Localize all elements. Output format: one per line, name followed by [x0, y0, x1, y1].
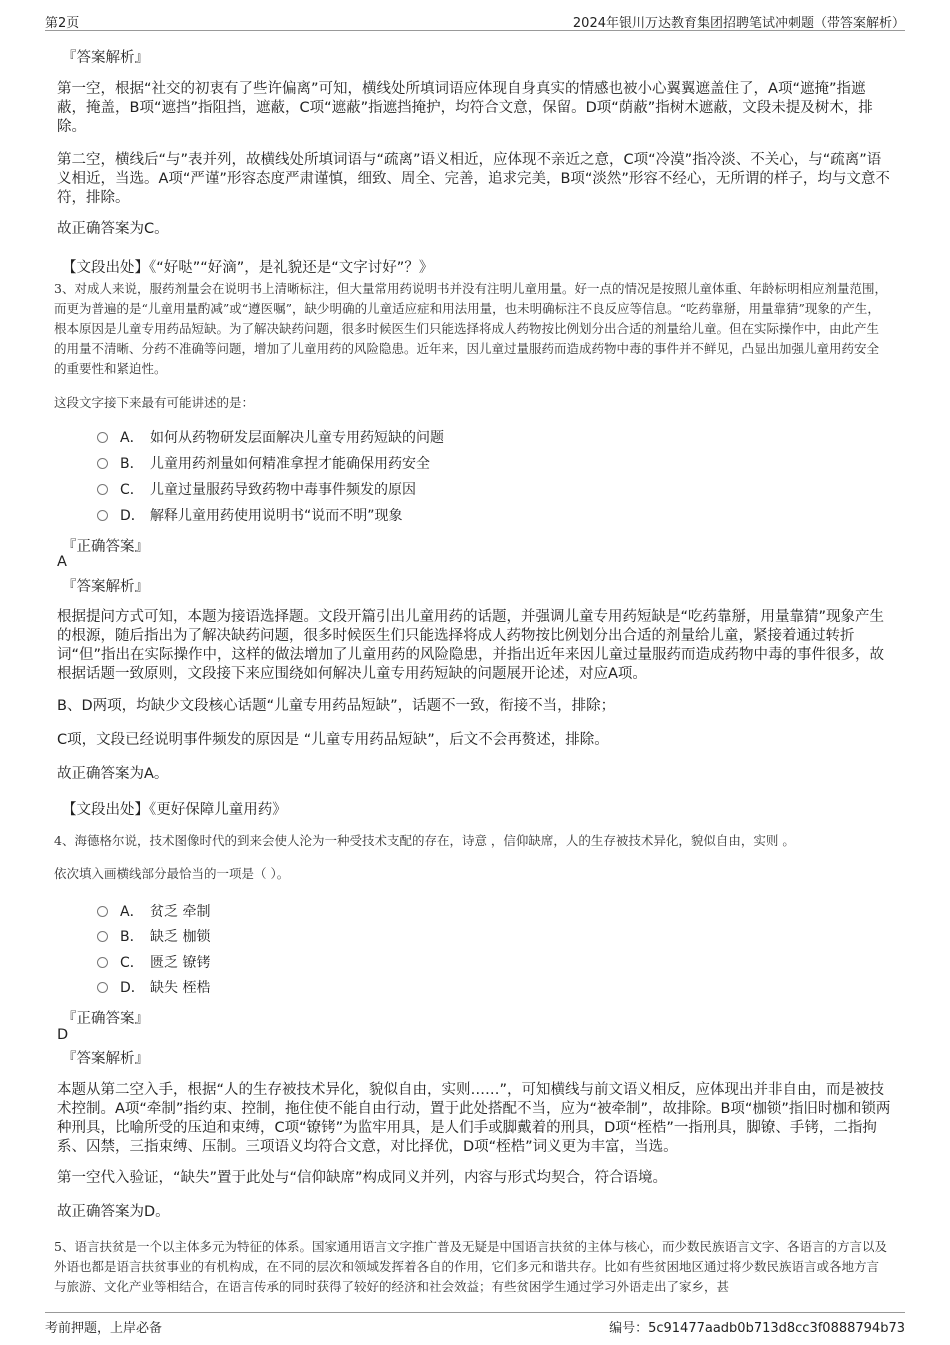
- option-letter: C．: [120, 482, 144, 498]
- option-letter: D．: [120, 508, 145, 524]
- q3-analysis-paragraph: 根据提问方式可知，本题为接语选择题。文段开篇引出儿童用药的话题，并强调儿童专用药短缺是“吃药靠掰，用量靠猜”现象产生的根源，随后指出为了解决缺药问题，很多时候医生们只能选择将成人药物按比例划分出合适的剂量给儿童，紧接着通过转折词“但”指出在实际操作中，这样的做法增加了儿童用药的风险隐患，并指出近年来因儿童过量服药而造成药物中毒的事件很多，故根据话题一致原则，文段接下来应围绕如何解决儿童专用药短缺的问题展开论述，对应A项。: [57, 609, 885, 682]
- option-letter: B．: [120, 929, 144, 945]
- option-letter: C．: [120, 955, 144, 971]
- option-text: 儿童过量服药导致药物中毒事件频发的原因: [150, 482, 416, 498]
- radio-icon[interactable]: [97, 906, 108, 917]
- analysis-label: 『答案解析』: [62, 1051, 149, 1067]
- option-letter: B．: [120, 456, 144, 472]
- correct-answer-label: 『正确答案』: [62, 539, 149, 555]
- page-header: [45, 8, 905, 31]
- q3-option-b[interactable]: [97, 453, 430, 473]
- q2-conclusion: 故正确答案为C。: [57, 221, 169, 237]
- option-text: 如何从药物研发层面解决儿童专用药短缺的问题: [150, 430, 444, 446]
- q3-conclusion: 故正确答案为A。: [57, 766, 169, 782]
- option-text: 儿童用药剂量如何精准拿捏才能确保用药安全: [150, 456, 430, 472]
- q4-option-d[interactable]: [97, 977, 210, 997]
- q3-option-a[interactable]: [97, 427, 444, 447]
- q4-prompt: 依次填入画横线部分最恰当的一项是（ ）。: [54, 866, 290, 881]
- footer-slogan: 考前押题，上岸必备: [45, 1321, 163, 1336]
- option-text: 匮乏 镣铐: [150, 955, 211, 971]
- correct-answer-label: 『正确答案』: [62, 1011, 149, 1027]
- radio-icon[interactable]: [97, 931, 108, 942]
- q4-answer: D: [57, 1027, 69, 1043]
- radio-icon[interactable]: [97, 458, 108, 469]
- q2-source: 【文段出处】《“好哒”“好滴”，是礼貌还是“文字讨好”？》: [62, 260, 434, 276]
- q3-analysis-paragraph: C项，文段已经说明事件频发的原因是 “儿童专用药品短缺”，后文不会再赘述，排除。: [57, 732, 609, 748]
- option-text: 缺失 桎梏: [150, 980, 211, 996]
- document-title: 2024年银川万达教育集团招聘笔试冲刺题（带答案解析）: [572, 16, 905, 31]
- q2-analysis-paragraph: 第一空，根据“社交的初衷有了些许偏离”可知，横线处所填词语应体现自身真实的情感也被小心翼翼遮盖住了，A项“遮掩”指遮蔽，掩盖，B项“遮挡”指阻挡，遮蔽，C项“遮蔽”指遮挡掩护，均符合文意，保留。D项“荫蔽”指树木遮蔽，文段未提及树木，排除。: [57, 81, 873, 135]
- q3-source: 【文段出处】《更好保障儿童用药》: [62, 802, 287, 818]
- q3-stem: 3、对成人来说，服药剂量会在说明书上清晰标注，但大量常用药说明书并没有注明儿童用量。好一点的情况是按照儿童体重、年龄标明相应剂量范围，而更为普遍的是“儿童用量酌减”或“遵医嘱”，缺少明确的儿童适应症和用法用量，也未明确标注不良反应等信息。“吃药靠掰，用量靠猜”现象的产生，根本原因是儿童专用药品短缺。为了解决缺药问题，很多时候医生们只能选择将成人药物按比例划分出合适的剂量给儿童。但在实际操作中，由此产生的用量不清晰、分药不准确等问题，增加了儿童用药的风险隐患。近年来，因儿童过量服药而造成药物中毒的事件并不鲜见，凸显出加强儿童用药安全的重要性和紧迫性。: [54, 281, 887, 376]
- q4-option-c[interactable]: [97, 952, 210, 972]
- radio-icon[interactable]: [97, 432, 108, 443]
- q4-option-a[interactable]: [97, 901, 210, 921]
- radio-icon[interactable]: [97, 957, 108, 968]
- q4-conclusion: 故正确答案为D。: [57, 1204, 170, 1220]
- q2-analysis-paragraph: 第二空，横线后“与”表并列，故横线处所填词语与“疏离”语义相近，应体现不亲近之意，C项“冷漠”指冷淡、不关心，与“疏离”语义相近，当选。A项“严谨”形容态度严肃谨慎，细致、周全、完善，追求完美，B项“淡然”形容不经心，无所谓的样子，均与文意不符，排除。: [57, 152, 890, 206]
- option-text: 贫乏 牵制: [150, 904, 211, 920]
- option-letter: A．: [120, 904, 144, 920]
- radio-icon[interactable]: [97, 484, 108, 495]
- analysis-label: 『答案解析』: [62, 579, 149, 595]
- q3-option-c[interactable]: [97, 479, 416, 499]
- q3-answer: A: [57, 554, 67, 570]
- page-footer: [45, 1312, 905, 1337]
- q3-prompt: 这段文字接下来最有可能讲述的是：: [54, 395, 255, 410]
- option-text: 缺乏 枷锁: [150, 929, 211, 945]
- q4-stem: 4、海德格尔说，技术图像时代的到来会使人沦为一种受技术支配的存在，诗意 ，信仰缺席，人的生存被技术异化，貌似自由，实则 。: [54, 833, 795, 848]
- radio-icon[interactable]: [97, 982, 108, 993]
- radio-icon[interactable]: [97, 510, 108, 521]
- q3-analysis-paragraph: B、D两项，均缺少文段核心话题“儿童专用药品短缺”，话题不一致，衔接不当，排除；: [57, 698, 616, 714]
- document-code: 编号：5c91477aadb0b713d8cc3f0888794b73: [609, 1321, 905, 1336]
- option-text: 解释儿童用药使用说明书“说而不明”现象: [150, 508, 403, 524]
- option-letter: D．: [120, 980, 145, 996]
- analysis-label: 『答案解析』: [62, 50, 149, 66]
- q4-analysis-paragraph: 本题从第二空入手，根据“人的生存被技术异化，貌似自由，实则……”，可知横线与前文语义相反，应体现出并非自由，而是被技术控制。A项“牵制”指约束、控制，拖住使不能自由行动，置于此处搭配不当，应为“被牵制”，故排除。B项“枷锁”指旧时枷和锁两种刑具，比喻所受的压迫和束缚，C项“镣铐”为监牢用具，是人们手或脚戴着的刑具，D项“桎梏”一指刑具，脚镣、手铐，二指拘系、囚禁，三指束缚、压制。三项语义均符合文意，对比择优，D项“桎梏”词义更为丰富，当选。: [57, 1082, 891, 1155]
- q4-option-b[interactable]: [97, 926, 210, 946]
- q3-option-d[interactable]: [97, 505, 403, 525]
- page-number: 第2页: [45, 16, 80, 31]
- q4-analysis-paragraph: 第一空代入验证，“缺失”置于此处与“信仰缺席”构成同义并列，内容与形式均契合，符合语境。: [57, 1170, 668, 1186]
- option-letter: A．: [120, 430, 144, 446]
- q5-stem: 5、语言扶贫是一个以主体多元为特征的体系。国家通用语言文字推广普及无疑是中国语言扶贫的主体与核心，而少数民族语言文字、各语言的方言以及外语也都是语言扶贫事业的有机构成，在不同的层次和领域发挥着各自的作用，它们多元和谐共存。比如有些贫困地区通过将少数民族语言或各地方言与旅游、文化产业等相结合，在语言传承的同时获得了较好的经济和社会效益；有些贫困学生通过学习外语走出了家乡，甚: [54, 1239, 887, 1294]
